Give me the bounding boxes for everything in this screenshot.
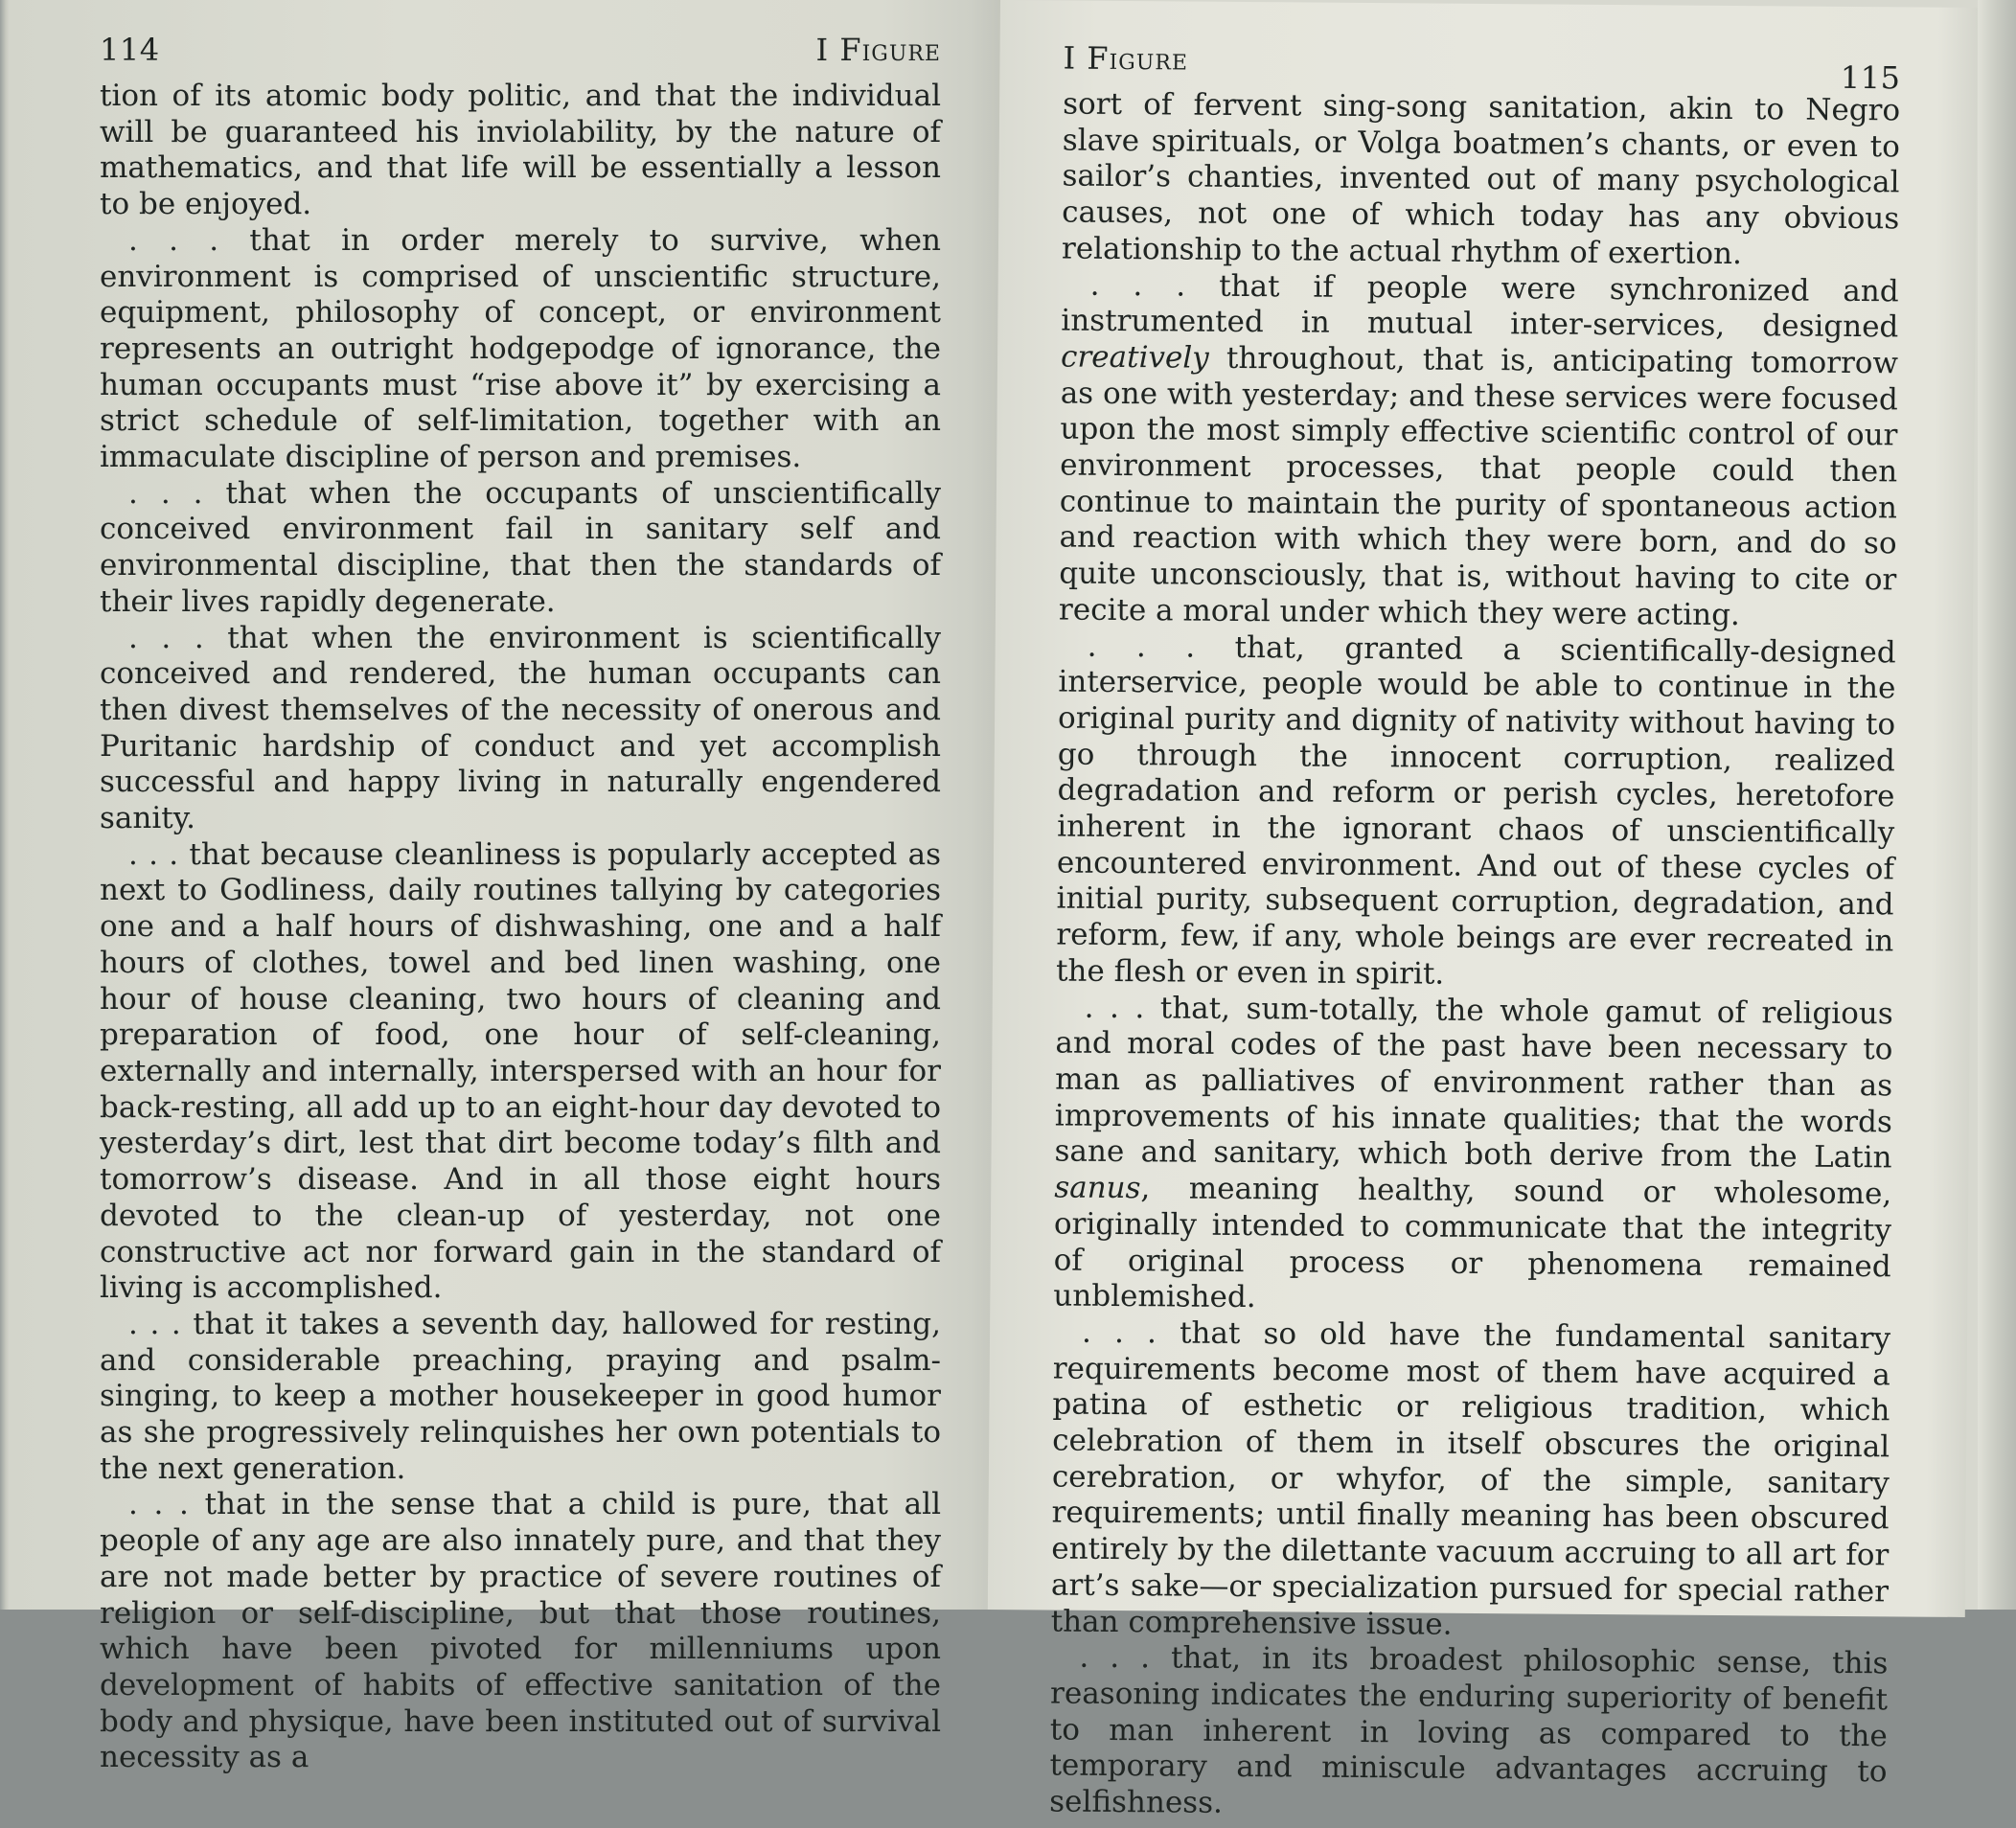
paragraph: . . . that when the occupants of unscientifically conceived environment fail in sanitary self and environmental discipline, that then the standards of their lives rapidly degenerate. xyxy=(100,475,941,619)
left-page xyxy=(10,0,1000,1775)
paragraph-text: . . . that, in its broadest philosophic sense, this reasoning indicates the enduring superiority of benefit to man inherent in loving as compared to the temporary and miniscule advantages accruing to selfishness. xyxy=(1049,1639,1889,1820)
paragraph: tion of its atomic body politic, and that the individual will be guaranteed his inviolability, by the nature of mathematics, and that life will be essentially a lesson to be enjoyed. xyxy=(100,79,941,222)
paragraph: . . . that it takes a seventh day, hallowed for resting, and considerable preaching, praying and psalm-singing, to keep a mother housekeeper in good humor as she progressively relinquishes her own potentials to the next generation. xyxy=(100,1306,941,1486)
paragraph xyxy=(1056,628,1896,996)
paragraph xyxy=(1062,87,1900,274)
paragraph: . . . that when the environment is scientifically conceived and rendered, the human occupants can then divest themselves of the necessity of onerous and Puritanic hardship of conduct and yet accomplish successful and happy living in naturally engendered sanity. xyxy=(100,620,941,836)
paragraph-text: . . . that, sum-totally, the whole gamut of religious and moral codes of the past have been necessary to man as palliatives of environment rather than as improvements of his innate qualities; that the words sane and sanitary, which both derive from the Latin xyxy=(1054,990,1893,1176)
paragraph-text: , meaning healthy, sound or wholesome, originally intended to communicate that the integrity of original process or phenomena remained unblemished. xyxy=(1053,1171,1892,1315)
right-page-number: 115 xyxy=(1840,58,1901,97)
paragraph-text: . . . that if people were synchronized and instrumented in mutual inter-services, designed xyxy=(1061,267,1899,345)
left-page-edge xyxy=(0,0,10,1610)
paragraph xyxy=(1049,1640,1888,1827)
italic-text: sanus xyxy=(1054,1170,1141,1206)
paragraph-text: throughout, that is, anticipating tomorrow as one with yesterday; and these services were focused upon the most simply effective scientific control of our environment processes, that people could then continue to maintain the purity of spontaneous action and reaction with which they were born, and do so quite unconsciously, that is, without having to cite or recite a moral under which they were acting. xyxy=(1058,340,1899,632)
right-running-title: I Figure xyxy=(1063,39,1189,78)
paragraph xyxy=(1059,267,1899,635)
right-page xyxy=(988,0,1978,1820)
right-page-edge xyxy=(1978,0,2016,1610)
paragraph-text: sort of fervent sing-song sanitation, akin to Negro slave spirituals, or Volga boatmen’s chants, or even to sailor’s chanties, invented out of many psychological causes, not one of which today has any obvious relationship to the actual rhythm of exertion. xyxy=(1061,86,1901,271)
paragraph: . . . that because cleanliness is popularly accepted as next to Godliness, daily routines tallying by categories one and a half hours of dishwashing, one and a half hours of clothes, towel and bed linen washing, one hour of house cleaning, two hours of cleaning and preparation of food, one hour of self-cleaning, externally and internally, interspersed with an hour for back-resting, all add up to an eight-hour day devoted to yesterday’s dirt, lest that dirt become today’s filth and tomorrow’s disease. And in all those eight hours devoted to the clean-up of yesterday, not one constructive act nor forward gain in the standard of living is accomplished. xyxy=(100,836,941,1306)
italic-text: creatively xyxy=(1060,339,1209,376)
left-running-head xyxy=(100,21,941,79)
right-running-head xyxy=(1063,30,1901,97)
left-page-number: 114 xyxy=(100,32,160,68)
paragraph xyxy=(1051,1314,1891,1646)
right-page-text xyxy=(1049,87,1900,1828)
paragraph: . . . that in order merely to survive, when environment is comprised of unscientific structure, equipment, philosophy of concept, or environment represents an outright hodgepodge of ignorance, the human occupants must “rise above it” by exercising a strict schedule of self-limitation, together with an immaculate discipline of person and premises. xyxy=(100,222,941,475)
paragraph xyxy=(1053,990,1893,1321)
paragraph: . . . that in the sense that a child is pure, that all people of any age are also innately pure, and that they are not made better by practice of severe routines of religion or self-discipline, but that those routines, which have been pivoted for millenniums upon development of habits of effective sanitation of the body and physique, have been instituted out of survival necessity as a xyxy=(100,1487,941,1775)
paragraph-text: . . . that, granted a scientifically-designed interservice, people would be able to continue in the original purity and dignity of nativity without having to go through the innocent corruption, realized degradation and reform or perish cycles, heretofore inherent in the ignorant chaos of unscientifically encountered environment. And out of these cycles of initial purity, subsequent corruption, degradation, and reform, few, if any, whole beings are ever recreated in the flesh or even in spirit. xyxy=(1055,628,1896,992)
left-running-title: I Figure xyxy=(815,32,941,68)
paragraph-text: . . . that so old have the fundamental sanitary requirements become most of them have acquired a patina of esthetic or religious tradition, which celebration of them in itself obscures the original cerebration, or whyfor, of the simple, sanitary requirements; until finally meaning has been obscured entirely by the dilettante vacuum accruing to all art for art’s sake—or specialization pursued for special rather than comprehensive issue. xyxy=(1050,1314,1891,1642)
left-page-text xyxy=(100,79,941,1776)
